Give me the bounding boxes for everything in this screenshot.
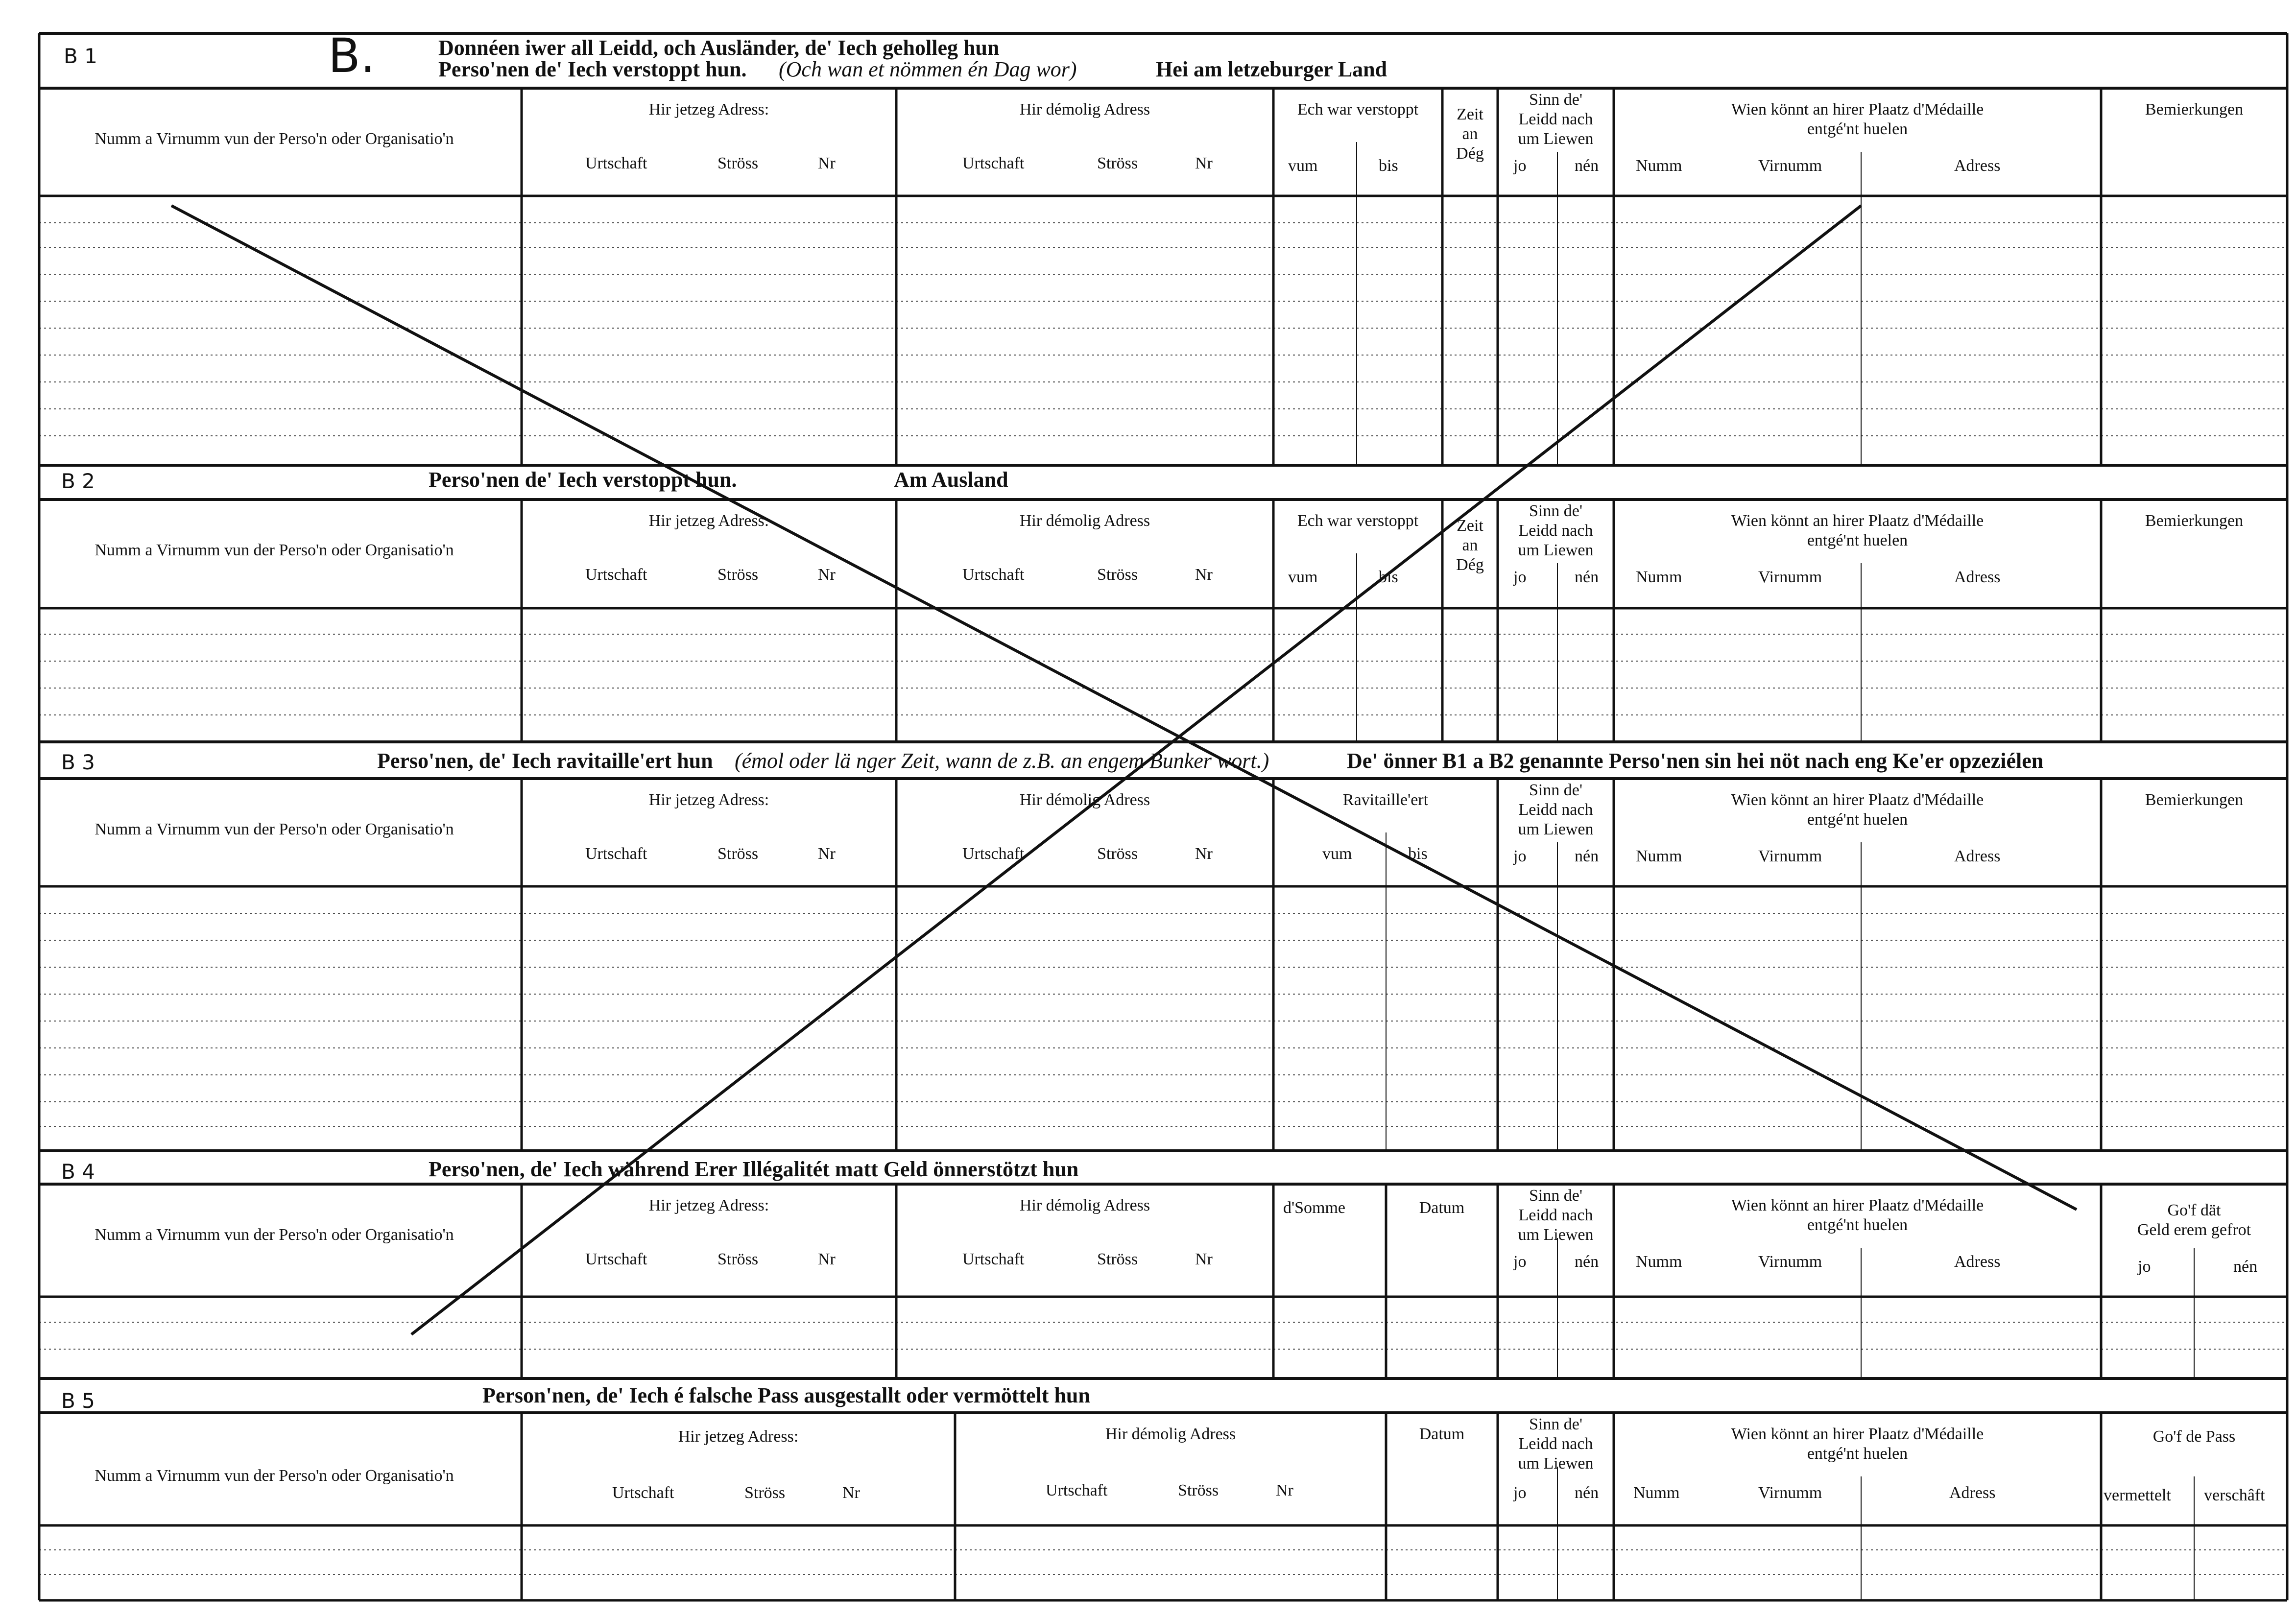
b5-nr-2: Nr: [1276, 1481, 1293, 1499]
b2-nr-2: Nr: [1195, 566, 1213, 584]
section-b2-id: B 2: [61, 469, 95, 493]
b4-sinn-2: Leidd nach: [1518, 1206, 1593, 1224]
b3-sinn-3: um Liewen: [1518, 820, 1594, 838]
b4-urtschaft-1: Urtschaft: [585, 1250, 647, 1268]
b4-gof-jo: jo: [2138, 1258, 2151, 1276]
b3-jo: jo: [1513, 847, 1527, 865]
b4-gof-nen: nén: [2233, 1258, 2258, 1276]
b3-ravit-label: Ravitaille'ert: [1342, 791, 1429, 809]
b3-medal-1: Wien könnt an hirer Plaatz d'Médaille: [1731, 791, 1984, 809]
b3-nen: nén: [1575, 847, 1599, 865]
section-b1-id: B 1: [64, 44, 97, 68]
section-b3-extra: De' önner B1 a B2 genannte Perso'nen sin hei nöt nach eng Ke'er opzeziélen: [1347, 749, 2044, 773]
b2-bis: bis: [1379, 568, 1398, 586]
section-b2-subtitle: Am Ausland: [894, 468, 1008, 492]
b2-zeit-3: Dég: [1456, 556, 1484, 574]
b2-stross-2: Ströss: [1097, 566, 1138, 584]
b1-former-addr-label: Hir démolig Adress: [1019, 100, 1150, 119]
b2-medal-1: Wien könnt an hirer Plaatz d'Médaille: [1731, 512, 1984, 530]
b3-urtschaft-1: Urtschaft: [585, 845, 647, 863]
b4-sinn-3: um Liewen: [1518, 1226, 1594, 1244]
section-b5-title: Person'nen, de' Iech é falsche Pass ausgestallt oder vermöttelt hun: [482, 1383, 1090, 1407]
b1-stross-1: Ströss: [718, 154, 759, 172]
b5-name-col-label: Numm a Virnumm vun der Perso'n oder Organisatio'n: [95, 1467, 454, 1485]
b3-stross-1: Ströss: [718, 845, 759, 863]
b3-bis: bis: [1408, 845, 1428, 863]
b3-vum: vum: [1322, 845, 1352, 863]
b4-numm: Numm: [1636, 1253, 1682, 1271]
b3-medal-2: entgé'nt huelen: [1807, 810, 1908, 829]
b1-medal-2: entgé'nt huelen: [1807, 120, 1908, 138]
b5-datum-label: Datum: [1419, 1425, 1465, 1443]
b3-sinn-1: Sinn de': [1529, 781, 1583, 799]
b2-nr-1: Nr: [818, 566, 836, 584]
b2-nen: nén: [1575, 568, 1599, 586]
b1-nen: nén: [1575, 157, 1599, 175]
b2-name-col-label: Numm a Virnumm vun der Perso'n oder Organisatio'n: [95, 541, 454, 559]
b4-urtschaft-2: Urtschaft: [962, 1250, 1025, 1268]
b1-sinn-2: Leidd nach: [1518, 110, 1593, 128]
b2-urtschaft-2: Urtschaft: [962, 566, 1025, 584]
section-b3-title: Perso'nen, de' Iech ravitaille'ert hun: [377, 749, 713, 773]
b2-jo: jo: [1513, 568, 1527, 586]
b3-sinn-2: Leidd nach: [1518, 801, 1593, 819]
section-b4-title: Perso'nen, de' Iech während Erer Illégalitét matt Geld önnerstötzt hun: [429, 1157, 1079, 1181]
b2-bemerk-label: Bemierkungen: [2145, 512, 2244, 530]
b4-name-col-label: Numm a Virnumm vun der Perso'n oder Organisatio'n: [95, 1226, 454, 1244]
b1-medal-1: Wien könnt an hirer Plaatz d'Médaille: [1731, 100, 1984, 119]
section-b2-title: Perso'nen de' Iech verstoppt hun.: [429, 468, 737, 492]
b4-gof-2: Geld erem gefrot: [2137, 1221, 2251, 1239]
b1-virnumm: Virnumm: [1758, 157, 1822, 175]
b2-hidden-label: Ech war verstoppt: [1297, 512, 1419, 530]
b5-sinn-2: Leidd nach: [1518, 1435, 1593, 1453]
b1-nr-1: Nr: [818, 154, 836, 172]
b2-vum: vum: [1288, 568, 1318, 586]
b3-nr-1: Nr: [818, 845, 836, 863]
section-b4-id: B 4: [61, 1160, 95, 1184]
b1-sinn-3: um Liewen: [1518, 130, 1594, 148]
b4-nr-2: Nr: [1195, 1250, 1213, 1268]
b5-current-addr-label: Hir jetzeg Adress:: [678, 1427, 799, 1446]
b5-urtschaft-1: Urtschaft: [612, 1484, 674, 1502]
b1-name-col-label: Numm a Virnumm vun der Perso'n oder Organisatio'n: [95, 130, 454, 148]
b5-vermettelt: vermettelt: [2104, 1486, 2171, 1504]
b5-medal-2: entgé'nt huelen: [1807, 1445, 1908, 1463]
b4-current-addr-label: Hir jetzeg Adress:: [648, 1196, 769, 1214]
b1-hidden-label: Ech war verstoppt: [1297, 100, 1419, 119]
b4-gof-1: Go'f dät: [2167, 1201, 2221, 1219]
b1-bis: bis: [1379, 157, 1398, 175]
b2-sinn-1: Sinn de': [1529, 502, 1583, 520]
b4-sinn-1: Sinn de': [1529, 1187, 1583, 1205]
b1-zeit-3: Dég: [1456, 144, 1484, 163]
b1-adress: Adress: [1954, 157, 2001, 175]
b5-urtschaft-2: Urtschaft: [1046, 1481, 1108, 1499]
b4-stross-2: Ströss: [1097, 1250, 1138, 1268]
b2-current-addr-label: Hir jetzeg Adress:: [648, 512, 769, 530]
b3-name-col-label: Numm a Virnumm vun der Perso'n oder Organisatio'n: [95, 820, 454, 838]
b3-stross-2: Ströss: [1097, 845, 1138, 863]
b2-zeit-2: an: [1462, 536, 1478, 554]
b5-medal-1: Wien könnt an hirer Plaatz d'Médaille: [1731, 1425, 1984, 1443]
b2-adress: Adress: [1954, 568, 2001, 586]
b3-former-addr-label: Hir démolig Adress: [1019, 791, 1150, 809]
b3-urtschaft-2: Urtschaft: [962, 845, 1025, 863]
section-b3-note: (émol oder lä nger Zeit, wann de z.B. an engem Bunker wort.): [735, 749, 1269, 773]
b2-sinn-2: Leidd nach: [1518, 522, 1593, 540]
b5-adress: Adress: [1949, 1484, 1996, 1502]
section-b5-id: B 5: [61, 1389, 95, 1413]
b5-stross-2: Ströss: [1178, 1481, 1219, 1499]
b5-sinn-3: um Liewen: [1518, 1454, 1594, 1473]
section-b3-id: B 3: [61, 750, 95, 774]
b2-virnumm: Virnumm: [1758, 568, 1822, 586]
b2-urtschaft-1: Urtschaft: [585, 566, 647, 584]
b4-adress: Adress: [1954, 1253, 2001, 1271]
b5-virnumm: Virnumm: [1758, 1484, 1822, 1502]
b5-nr-1: Nr: [842, 1484, 860, 1502]
b1-zeit-1: Zeit: [1457, 105, 1483, 123]
header-line-2c: Hei am letzeburger Land: [1156, 57, 1387, 81]
header-line-2a: Perso'nen de' Iech verstoppt hun.: [438, 57, 747, 81]
b4-jo: jo: [1513, 1253, 1527, 1271]
b1-stross-2: Ströss: [1097, 154, 1138, 172]
header-line-1: Donnéen iwer all Leidd, och Ausländer, de' Iech geholleg hun: [438, 36, 1000, 60]
b4-stross-1: Ströss: [718, 1250, 759, 1268]
b1-jo: jo: [1513, 157, 1527, 175]
b4-datum-label: Datum: [1419, 1199, 1465, 1217]
b5-numm: Numm: [1633, 1484, 1680, 1502]
b2-medal-2: entgé'nt huelen: [1807, 531, 1908, 549]
b5-jo: jo: [1513, 1484, 1527, 1502]
b1-vum: vum: [1288, 157, 1318, 175]
b1-bemerk-label: Bemierkungen: [2145, 100, 2244, 119]
b5-former-addr-label: Hir démolig Adress: [1105, 1425, 1236, 1443]
b2-former-addr-label: Hir démolig Adress: [1019, 512, 1150, 530]
b5-stross-1: Ströss: [744, 1484, 786, 1502]
b4-medal-2: entgé'nt huelen: [1807, 1216, 1908, 1234]
b1-numm: Numm: [1636, 157, 1682, 175]
b3-numm: Numm: [1636, 847, 1682, 865]
b2-zeit-1: Zeit: [1457, 517, 1483, 535]
b2-stross-1: Ströss: [718, 566, 759, 584]
b4-somme-label: d'Somme: [1283, 1199, 1346, 1217]
b3-bemerk-label: Bemierkungen: [2145, 791, 2244, 809]
header-line-2b: (Och wan et nömmen én Dag wor): [779, 57, 1077, 81]
b4-medal-1: Wien könnt an hirer Plaatz d'Médaille: [1731, 1196, 1984, 1214]
b4-former-addr-label: Hir démolig Adress: [1019, 1196, 1150, 1214]
b3-current-addr-label: Hir jetzeg Adress:: [648, 791, 769, 809]
b1-sinn-1: Sinn de': [1529, 91, 1583, 109]
strike-line-1: [171, 206, 2077, 1210]
b1-urtschaft-1: Urtschaft: [585, 154, 647, 172]
b5-verschaft: verschâft: [2204, 1486, 2265, 1504]
b3-nr-2: Nr: [1195, 845, 1213, 863]
b4-nr-1: Nr: [818, 1250, 836, 1268]
b3-virnumm: Virnumm: [1758, 847, 1822, 865]
b4-virnumm: Virnumm: [1758, 1253, 1822, 1271]
b5-gof-pass: Go'f de Pass: [2152, 1427, 2236, 1446]
b3-adress: Adress: [1954, 847, 2001, 865]
b2-numm: Numm: [1636, 568, 1682, 586]
b5-nen: nén: [1575, 1484, 1599, 1502]
form-letter: B.: [328, 28, 376, 83]
b1-nr-2: Nr: [1195, 154, 1213, 172]
b4-nen: nén: [1575, 1253, 1599, 1271]
b5-sinn-1: Sinn de': [1529, 1415, 1583, 1433]
b2-sinn-3: um Liewen: [1518, 541, 1594, 559]
b1-zeit-2: an: [1462, 125, 1478, 143]
b1-urtschaft-2: Urtschaft: [962, 154, 1025, 172]
b1-current-addr-label: Hir jetzeg Adress:: [648, 100, 769, 119]
